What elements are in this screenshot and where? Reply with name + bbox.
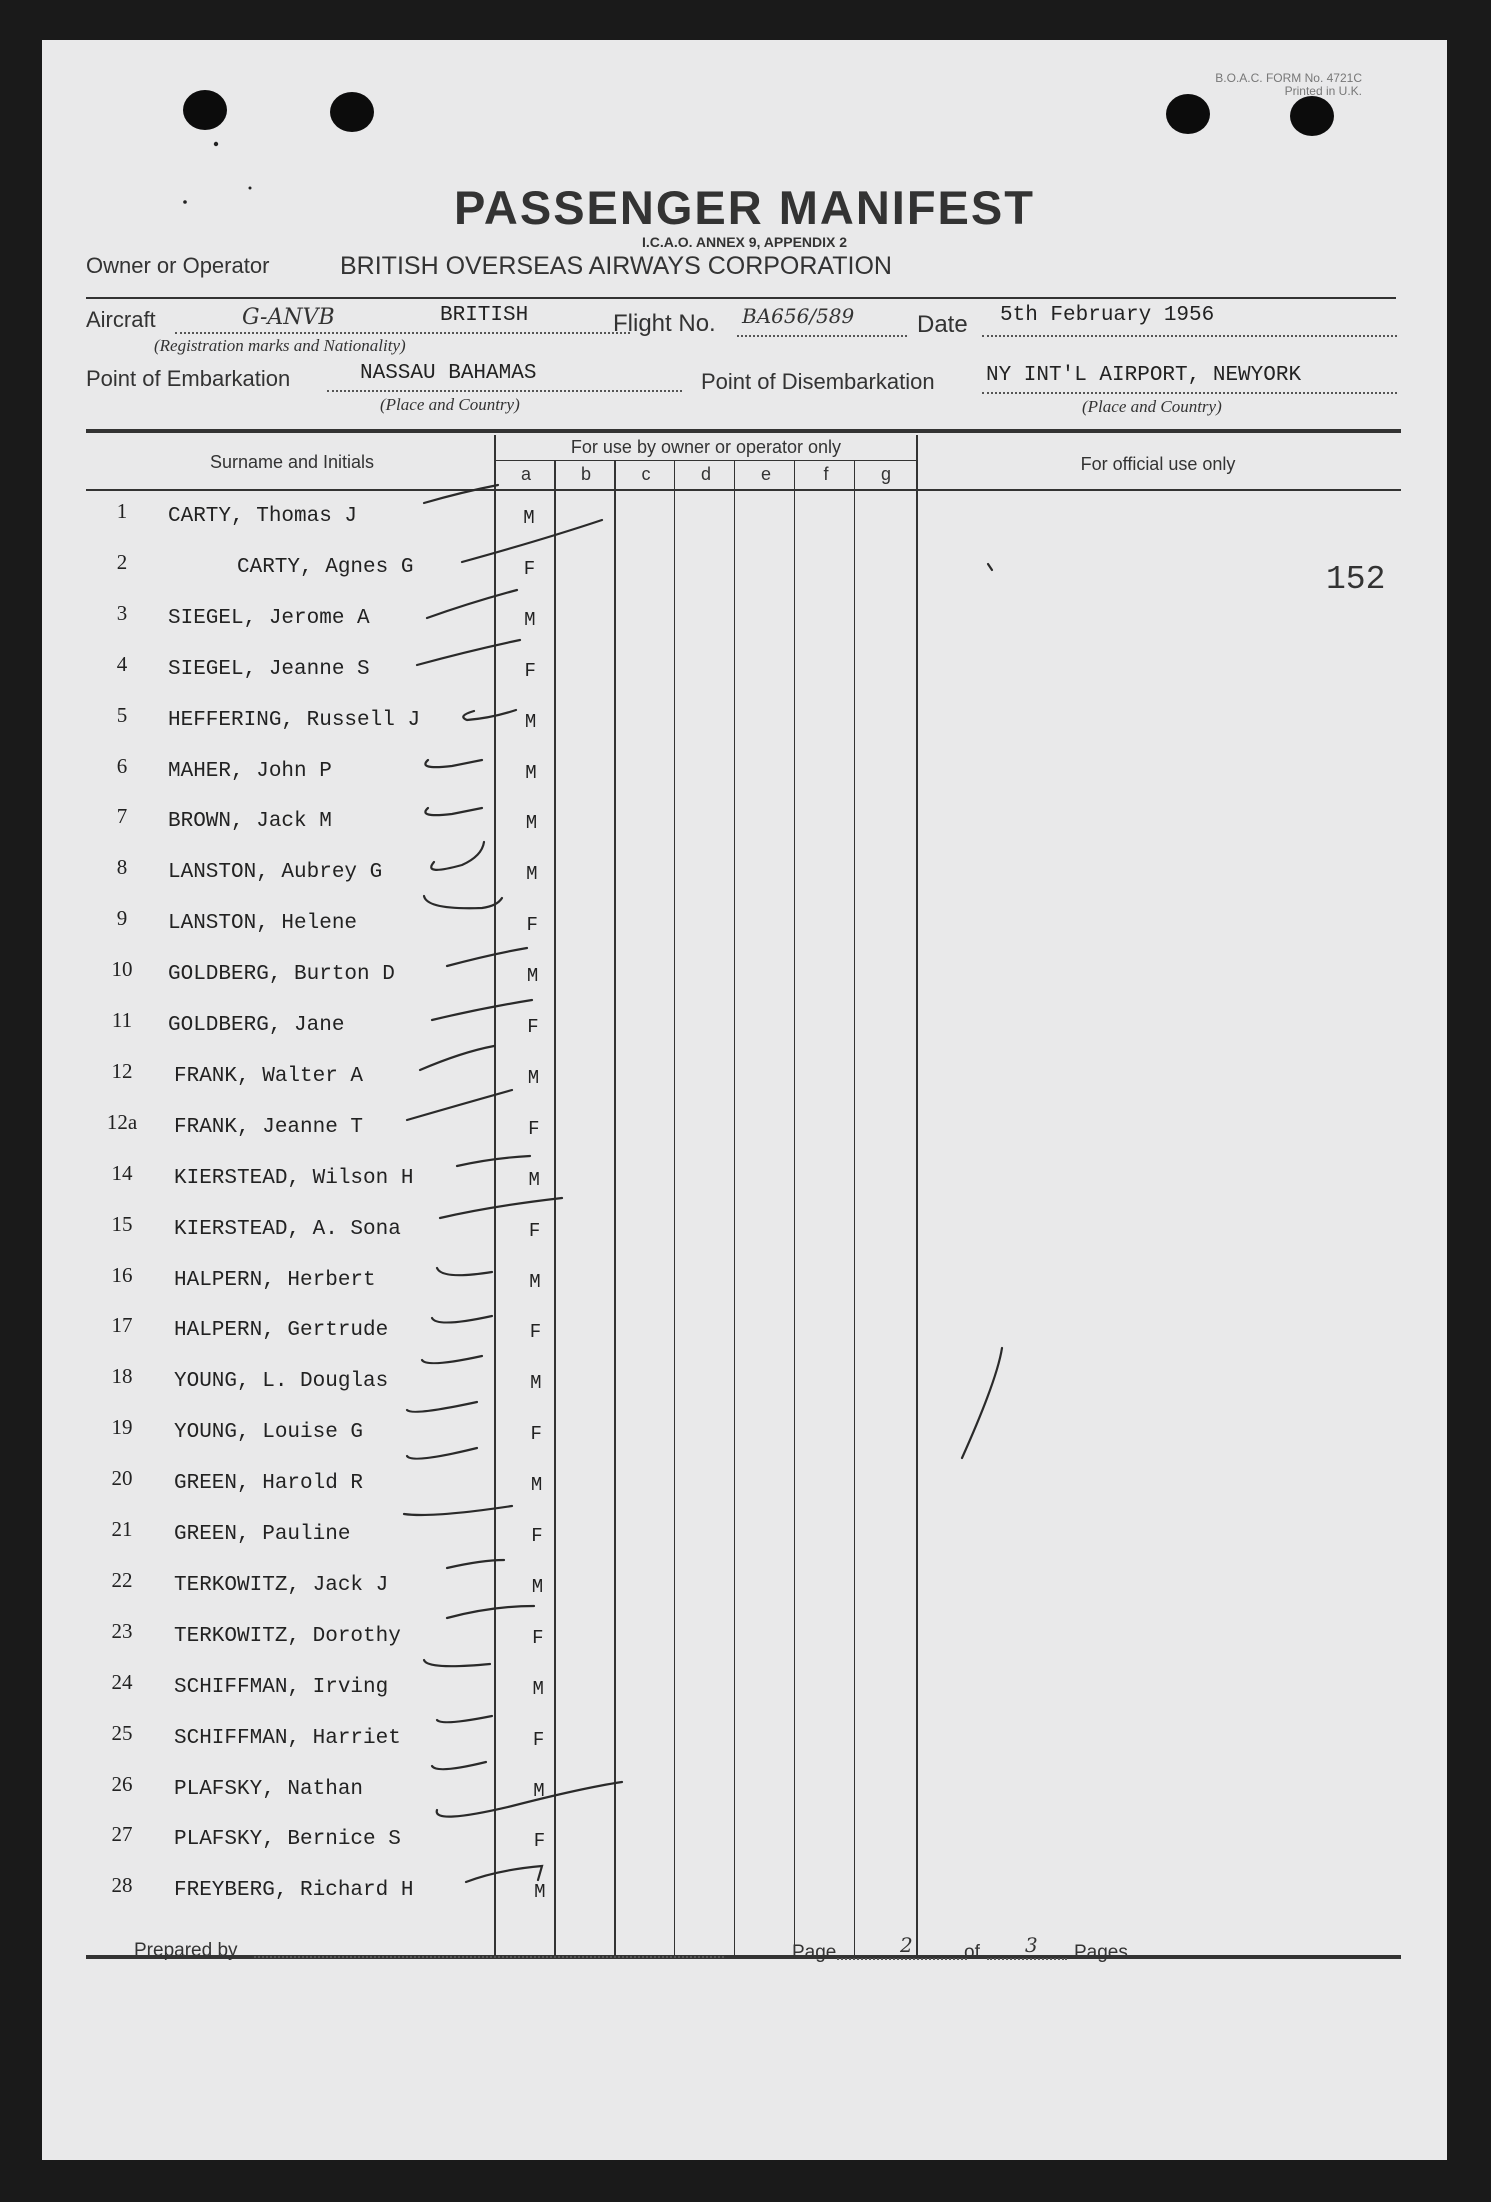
- passenger-sex: M: [532, 1678, 544, 1700]
- passenger-name: TERKOWITZ, Dorothy: [174, 1625, 401, 1648]
- operator-header: For use by owner or operator only: [570, 437, 842, 457]
- operator-col-f: f: [823, 464, 829, 484]
- passenger-name: SIEGEL, Jeanne S: [168, 658, 370, 681]
- check-mark: [427, 590, 517, 618]
- check-mark: [425, 760, 482, 767]
- check-mark: [447, 948, 527, 966]
- owner-label: Owner or Operator: [86, 253, 270, 278]
- passenger-sex: M: [529, 1271, 541, 1293]
- passenger-name: PLAFSKY, Bernice S: [174, 1828, 401, 1851]
- passenger-name: SIEGEL, Jerome A: [168, 607, 370, 630]
- pen-marks: [42, 40, 1447, 2160]
- check-mark: [466, 1866, 542, 1882]
- passenger-sex: F: [532, 1627, 544, 1649]
- passenger-sex: F: [533, 1830, 546, 1852]
- passenger-name: TERKOWITZ, Jack J: [174, 1574, 389, 1597]
- passenger-name: KIERSTEAD, Wilson H: [174, 1167, 414, 1190]
- passenger-name: FRANK, Walter A: [174, 1065, 364, 1088]
- passenger-name: LANSTON, Helene: [168, 912, 358, 935]
- aircraft-registration: G-ANVB: [242, 305, 335, 330]
- passenger-sex: M: [530, 1474, 543, 1496]
- check-mark: [407, 1448, 477, 1459]
- date-label: Date: [917, 311, 968, 338]
- passenger-sex: F: [524, 660, 536, 682]
- printed-in-text: Printed in U.K.: [1284, 84, 1362, 98]
- embarkation-note: (Place and Country): [380, 395, 520, 414]
- date-value: 5th February 1956: [1000, 304, 1215, 327]
- page-title: PASSENGER MANIFEST: [454, 181, 1035, 234]
- check-mark: [447, 1560, 504, 1568]
- passenger-name: FREYBERG, Richard H: [174, 1879, 414, 1902]
- passenger-name: HALPERN, Gertrude: [174, 1319, 389, 1342]
- check-mark: [424, 896, 502, 908]
- operator-col-c: c: [641, 464, 651, 484]
- check-mark: [463, 710, 516, 720]
- check-mark: [417, 640, 520, 665]
- flight-number: BA656/589: [742, 304, 855, 328]
- passenger-name: GOLDBERG, Jane: [168, 1014, 345, 1037]
- row-number: 7: [116, 804, 128, 828]
- official-header: For official use only: [1080, 454, 1236, 474]
- passenger-name: HEFFERING, Russell J: [168, 709, 421, 732]
- check-mark: [425, 808, 482, 815]
- passenger-sex: M: [528, 1169, 540, 1191]
- passenger-sex: F: [528, 1220, 541, 1242]
- prepared-underline: [254, 1956, 724, 1958]
- check-mark: [440, 1198, 562, 1218]
- passenger-sex: F: [529, 1321, 542, 1343]
- passenger-name: GOLDBERG, Burton D: [168, 963, 395, 986]
- row-number: 10: [111, 957, 133, 981]
- check-mark: [457, 1156, 530, 1166]
- check-mark: [404, 1506, 512, 1515]
- passenger-name: SCHIFFMAN, Irving: [174, 1676, 389, 1699]
- row-number: 17: [111, 1313, 133, 1337]
- passenger-name: GREEN, Pauline: [174, 1523, 351, 1546]
- operator-col-e: e: [760, 464, 771, 484]
- operator-col-g: g: [880, 464, 891, 484]
- passenger-sex: M: [525, 762, 537, 784]
- passenger-sex: M: [526, 965, 539, 987]
- row-number: 18: [111, 1364, 133, 1388]
- passenger-name: SCHIFFMAN, Harriet: [174, 1727, 401, 1750]
- passenger-sex: M: [527, 1067, 540, 1089]
- passenger-sex: M: [530, 1372, 542, 1394]
- check-mark: [420, 1046, 494, 1070]
- row-number: 11: [111, 1008, 133, 1032]
- check-mark: [437, 1268, 492, 1275]
- row-number: 2: [116, 550, 128, 574]
- of-underline: [987, 1958, 1067, 1960]
- check-mark: [407, 1402, 477, 1412]
- row-number: 26: [111, 1772, 133, 1796]
- operator-col-b: b: [580, 464, 591, 484]
- stray-mark: [988, 564, 992, 570]
- row-number: 19: [111, 1415, 133, 1439]
- row-number: 27: [111, 1822, 133, 1846]
- pages-label: Pages: [1074, 1942, 1128, 1963]
- check-mark: [432, 1000, 532, 1020]
- row-number: 20: [111, 1466, 133, 1490]
- passenger-sex: M: [523, 507, 535, 529]
- row-number: 8: [116, 855, 128, 879]
- row-number: 15: [111, 1212, 133, 1236]
- passenger-name: FRANK, Jeanne T: [174, 1116, 364, 1139]
- check-mark: [432, 1762, 486, 1769]
- prepared-label: Prepared by: [134, 1940, 238, 1961]
- row-number: 4: [116, 652, 128, 676]
- row-number: 12a: [106, 1110, 138, 1134]
- embarkation-value: NASSAU BAHAMAS: [360, 362, 537, 385]
- disembarkation-label: Point of Disembarkation: [701, 369, 935, 394]
- ink-dot: [214, 142, 218, 146]
- aircraft-label: Aircraft: [86, 307, 156, 332]
- passenger-name: HALPERN, Herbert: [174, 1269, 376, 1292]
- aircraft-nationality: BRITISH: [440, 304, 529, 327]
- check-mark: [424, 1660, 490, 1666]
- page-subtitle: I.C.A.O. ANNEX 9, APPENDIX 2: [641, 234, 848, 250]
- passenger-name: MAHER, John P: [168, 760, 332, 783]
- row-number: 12: [111, 1059, 133, 1083]
- operator-col-d: d: [700, 464, 711, 484]
- passenger-sex: M: [525, 812, 538, 834]
- surname-header: Surname and Initials: [209, 452, 375, 472]
- passenger-sex: F: [528, 1118, 540, 1140]
- row-number: 5: [116, 703, 128, 727]
- disembarkation-note: (Place and Country): [1082, 397, 1222, 416]
- owner-value: BRITISH OVERSEAS AIRWAYS CORPORATION: [340, 252, 892, 280]
- page-current: 2: [900, 1933, 913, 1957]
- row-number: 3: [116, 601, 128, 625]
- passenger-name: BROWN, Jack M: [168, 810, 332, 833]
- row-number: 21: [111, 1517, 133, 1541]
- official-number: 152: [1326, 561, 1386, 598]
- aircraft-note: (Registration marks and Nationality): [154, 336, 406, 355]
- check-mark: [447, 1606, 534, 1618]
- row-number: 9: [116, 906, 128, 930]
- check-mark: [422, 1356, 482, 1363]
- row-number: 28: [111, 1873, 133, 1897]
- passenger-sex: M: [526, 863, 538, 885]
- row-number: 14: [111, 1161, 133, 1185]
- check-mark: [437, 1716, 492, 1722]
- passenger-name: CARTY, Agnes G: [237, 556, 414, 579]
- operator-col-a: a: [520, 464, 531, 484]
- form-number-text: B.O.A.C. FORM No. 4721C: [1215, 71, 1362, 85]
- passenger-sex: M: [534, 1881, 546, 1903]
- passenger-sex: F: [530, 1423, 542, 1445]
- check-mark: [407, 1090, 512, 1120]
- check-mark: [424, 485, 498, 503]
- check-mark: [462, 520, 602, 562]
- passenger-sex: F: [526, 914, 538, 936]
- passenger-name: YOUNG, Louise G: [174, 1421, 364, 1444]
- passenger-name: LANSTON, Aubrey G: [168, 861, 383, 884]
- passenger-sex: M: [524, 609, 536, 631]
- passenger-sex: F: [527, 1016, 539, 1038]
- row-number: 24: [111, 1670, 133, 1694]
- row-number: 16: [111, 1263, 133, 1287]
- passenger-name: GREEN, Harold R: [174, 1472, 364, 1495]
- passenger-name: KIERSTEAD, A. Sona: [174, 1218, 401, 1241]
- passenger-sex: M: [524, 711, 537, 733]
- passenger-name: YOUNG, L. Douglas: [174, 1370, 389, 1393]
- of-label: of: [964, 1942, 980, 1963]
- passenger-sex: F: [531, 1525, 543, 1547]
- stray-mark: [962, 1348, 1002, 1458]
- row-number: 22: [111, 1568, 133, 1592]
- row-number: 1: [116, 499, 128, 523]
- check-mark: [432, 1316, 492, 1323]
- passenger-name: PLAFSKY, Nathan: [174, 1778, 364, 1801]
- row-number: 6: [116, 754, 128, 778]
- page-total: 3: [1025, 1933, 1038, 1957]
- check-mark: [437, 1782, 622, 1817]
- check-mark: [431, 842, 484, 870]
- ink-dot: [249, 187, 252, 190]
- embarkation-label: Point of Embarkation: [86, 366, 291, 391]
- ink-dot: [183, 200, 187, 204]
- page-label: Page: [792, 1942, 837, 1963]
- manifest-page: [42, 40, 1447, 2160]
- passenger-sex: F: [523, 558, 536, 580]
- passenger-sex: M: [533, 1780, 545, 1802]
- passenger-sex: M: [531, 1576, 544, 1598]
- flight-label: Flight No.: [613, 310, 716, 337]
- row-number: 25: [111, 1721, 133, 1745]
- passenger-name: CARTY, Thomas J: [168, 505, 358, 528]
- page-underline: [837, 1958, 967, 1960]
- row-number: 23: [111, 1619, 133, 1643]
- passenger-sex: F: [532, 1729, 545, 1751]
- disembarkation-value: NY INT'L AIRPORT, NEWYORK: [986, 364, 1302, 387]
